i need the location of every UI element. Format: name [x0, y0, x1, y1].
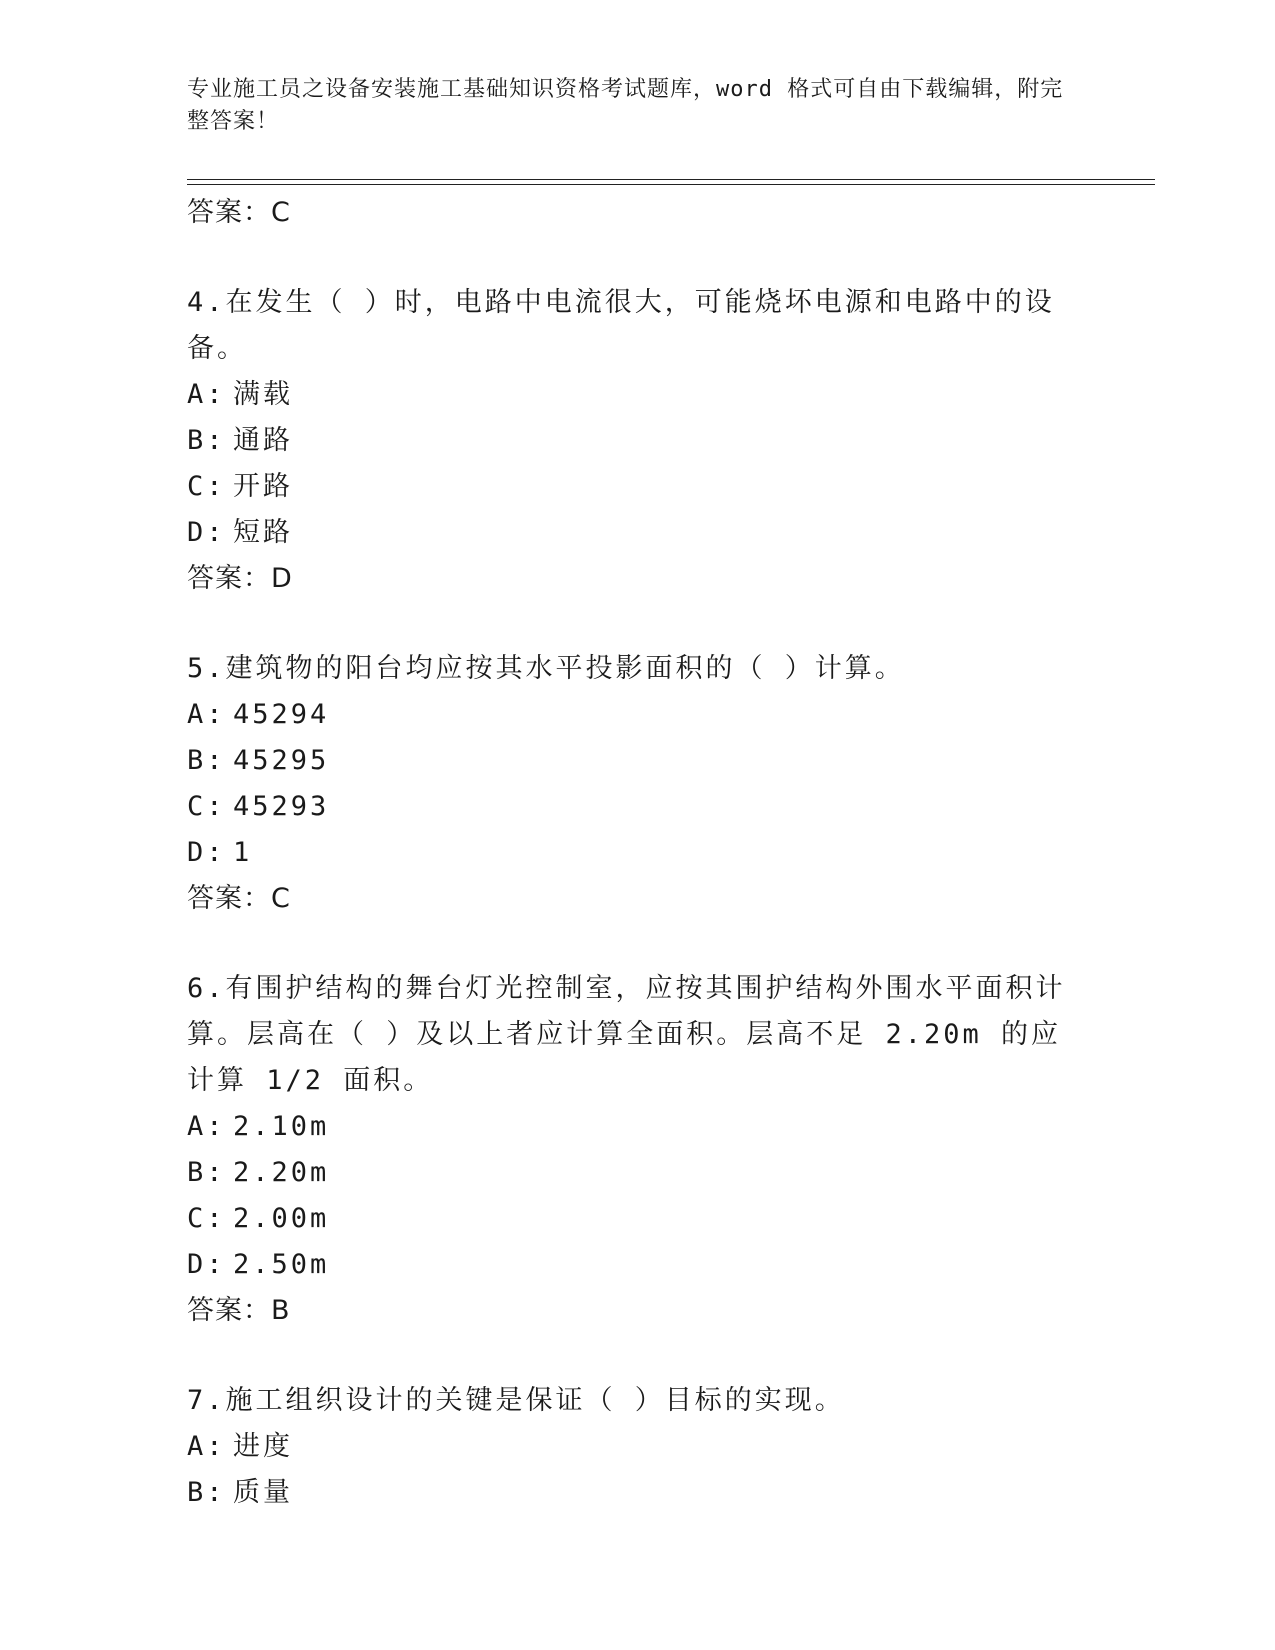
option-text: 1	[233, 837, 253, 868]
option-text: 45293	[233, 791, 330, 822]
option-text: 质量	[233, 1477, 293, 1508]
option-letter: C:	[187, 791, 226, 822]
option-text: 通路	[233, 425, 293, 456]
question-list	[187, 190, 1087, 1516]
header-divider-bottom	[187, 184, 1155, 185]
option-row	[187, 1196, 1087, 1242]
option-row	[187, 1150, 1087, 1196]
option-letter: D:	[187, 517, 226, 548]
option-text: 45295	[233, 745, 330, 776]
option-row	[187, 1242, 1087, 1288]
answer-line: 答案：B	[187, 1295, 291, 1326]
option-text: 45294	[233, 699, 330, 730]
question-stem: 5.建筑物的阳台均应按其水平投影面积的（ ）计算。	[187, 653, 905, 684]
option-row	[187, 464, 1087, 510]
question-block	[187, 966, 1087, 1334]
question-stem: 7.施工组织设计的关键是保证（ ）目标的实现。	[187, 1385, 845, 1416]
answer-line: 答案：C	[187, 883, 291, 914]
option-text: 2.50m	[233, 1249, 330, 1280]
option-letter: A:	[187, 699, 226, 730]
option-letter: A:	[187, 1431, 226, 1462]
option-text: 进度	[233, 1431, 293, 1462]
question-stem: 4.在发生（ ）时，电路中电流很大，可能烧坏电源和电路中的设备。	[187, 287, 1055, 364]
option-letter: B:	[187, 425, 226, 456]
answer-line: 答案：D	[187, 563, 293, 594]
option-letter: B:	[187, 1157, 226, 1188]
option-text: 短路	[233, 517, 293, 548]
option-row	[187, 738, 1087, 784]
question-block	[187, 280, 1087, 602]
option-letter: B:	[187, 1477, 226, 1508]
option-row	[187, 510, 1087, 556]
option-row	[187, 1424, 1087, 1470]
option-row	[187, 372, 1087, 418]
option-text: 2.10m	[233, 1111, 330, 1142]
option-text: 满载	[233, 379, 293, 410]
option-row	[187, 1104, 1087, 1150]
header-divider-top	[187, 179, 1155, 180]
option-row	[187, 418, 1087, 464]
option-letter: C:	[187, 1203, 226, 1234]
option-row	[187, 692, 1087, 738]
option-row	[187, 784, 1087, 830]
question-block	[187, 646, 1087, 922]
question-stem: 6.有围护结构的舞台灯光控制室，应按其围护结构外围水平面积计算。层高在（ ）及以上者应计算全面积。层高不足 2.20m 的应计算 1/2 面积。	[187, 973, 1066, 1096]
option-letter: A:	[187, 379, 226, 410]
option-letter: D:	[187, 1249, 226, 1280]
option-row	[187, 830, 1087, 876]
option-text: 2.00m	[233, 1203, 330, 1234]
option-letter: B:	[187, 745, 226, 776]
option-text: 开路	[233, 471, 293, 502]
header-title: 专业施工员之设备安装施工基础知识资格考试题库，word 格式可自由下载编辑，附完整答案！	[187, 77, 1064, 134]
answer-line: 答案：C	[187, 197, 291, 228]
option-row	[187, 1470, 1087, 1516]
document-header	[187, 74, 1067, 138]
option-letter: A:	[187, 1111, 226, 1142]
option-letter: C:	[187, 471, 226, 502]
question-block	[187, 1378, 1087, 1516]
option-letter: D:	[187, 837, 226, 868]
option-text: 2.20m	[233, 1157, 330, 1188]
